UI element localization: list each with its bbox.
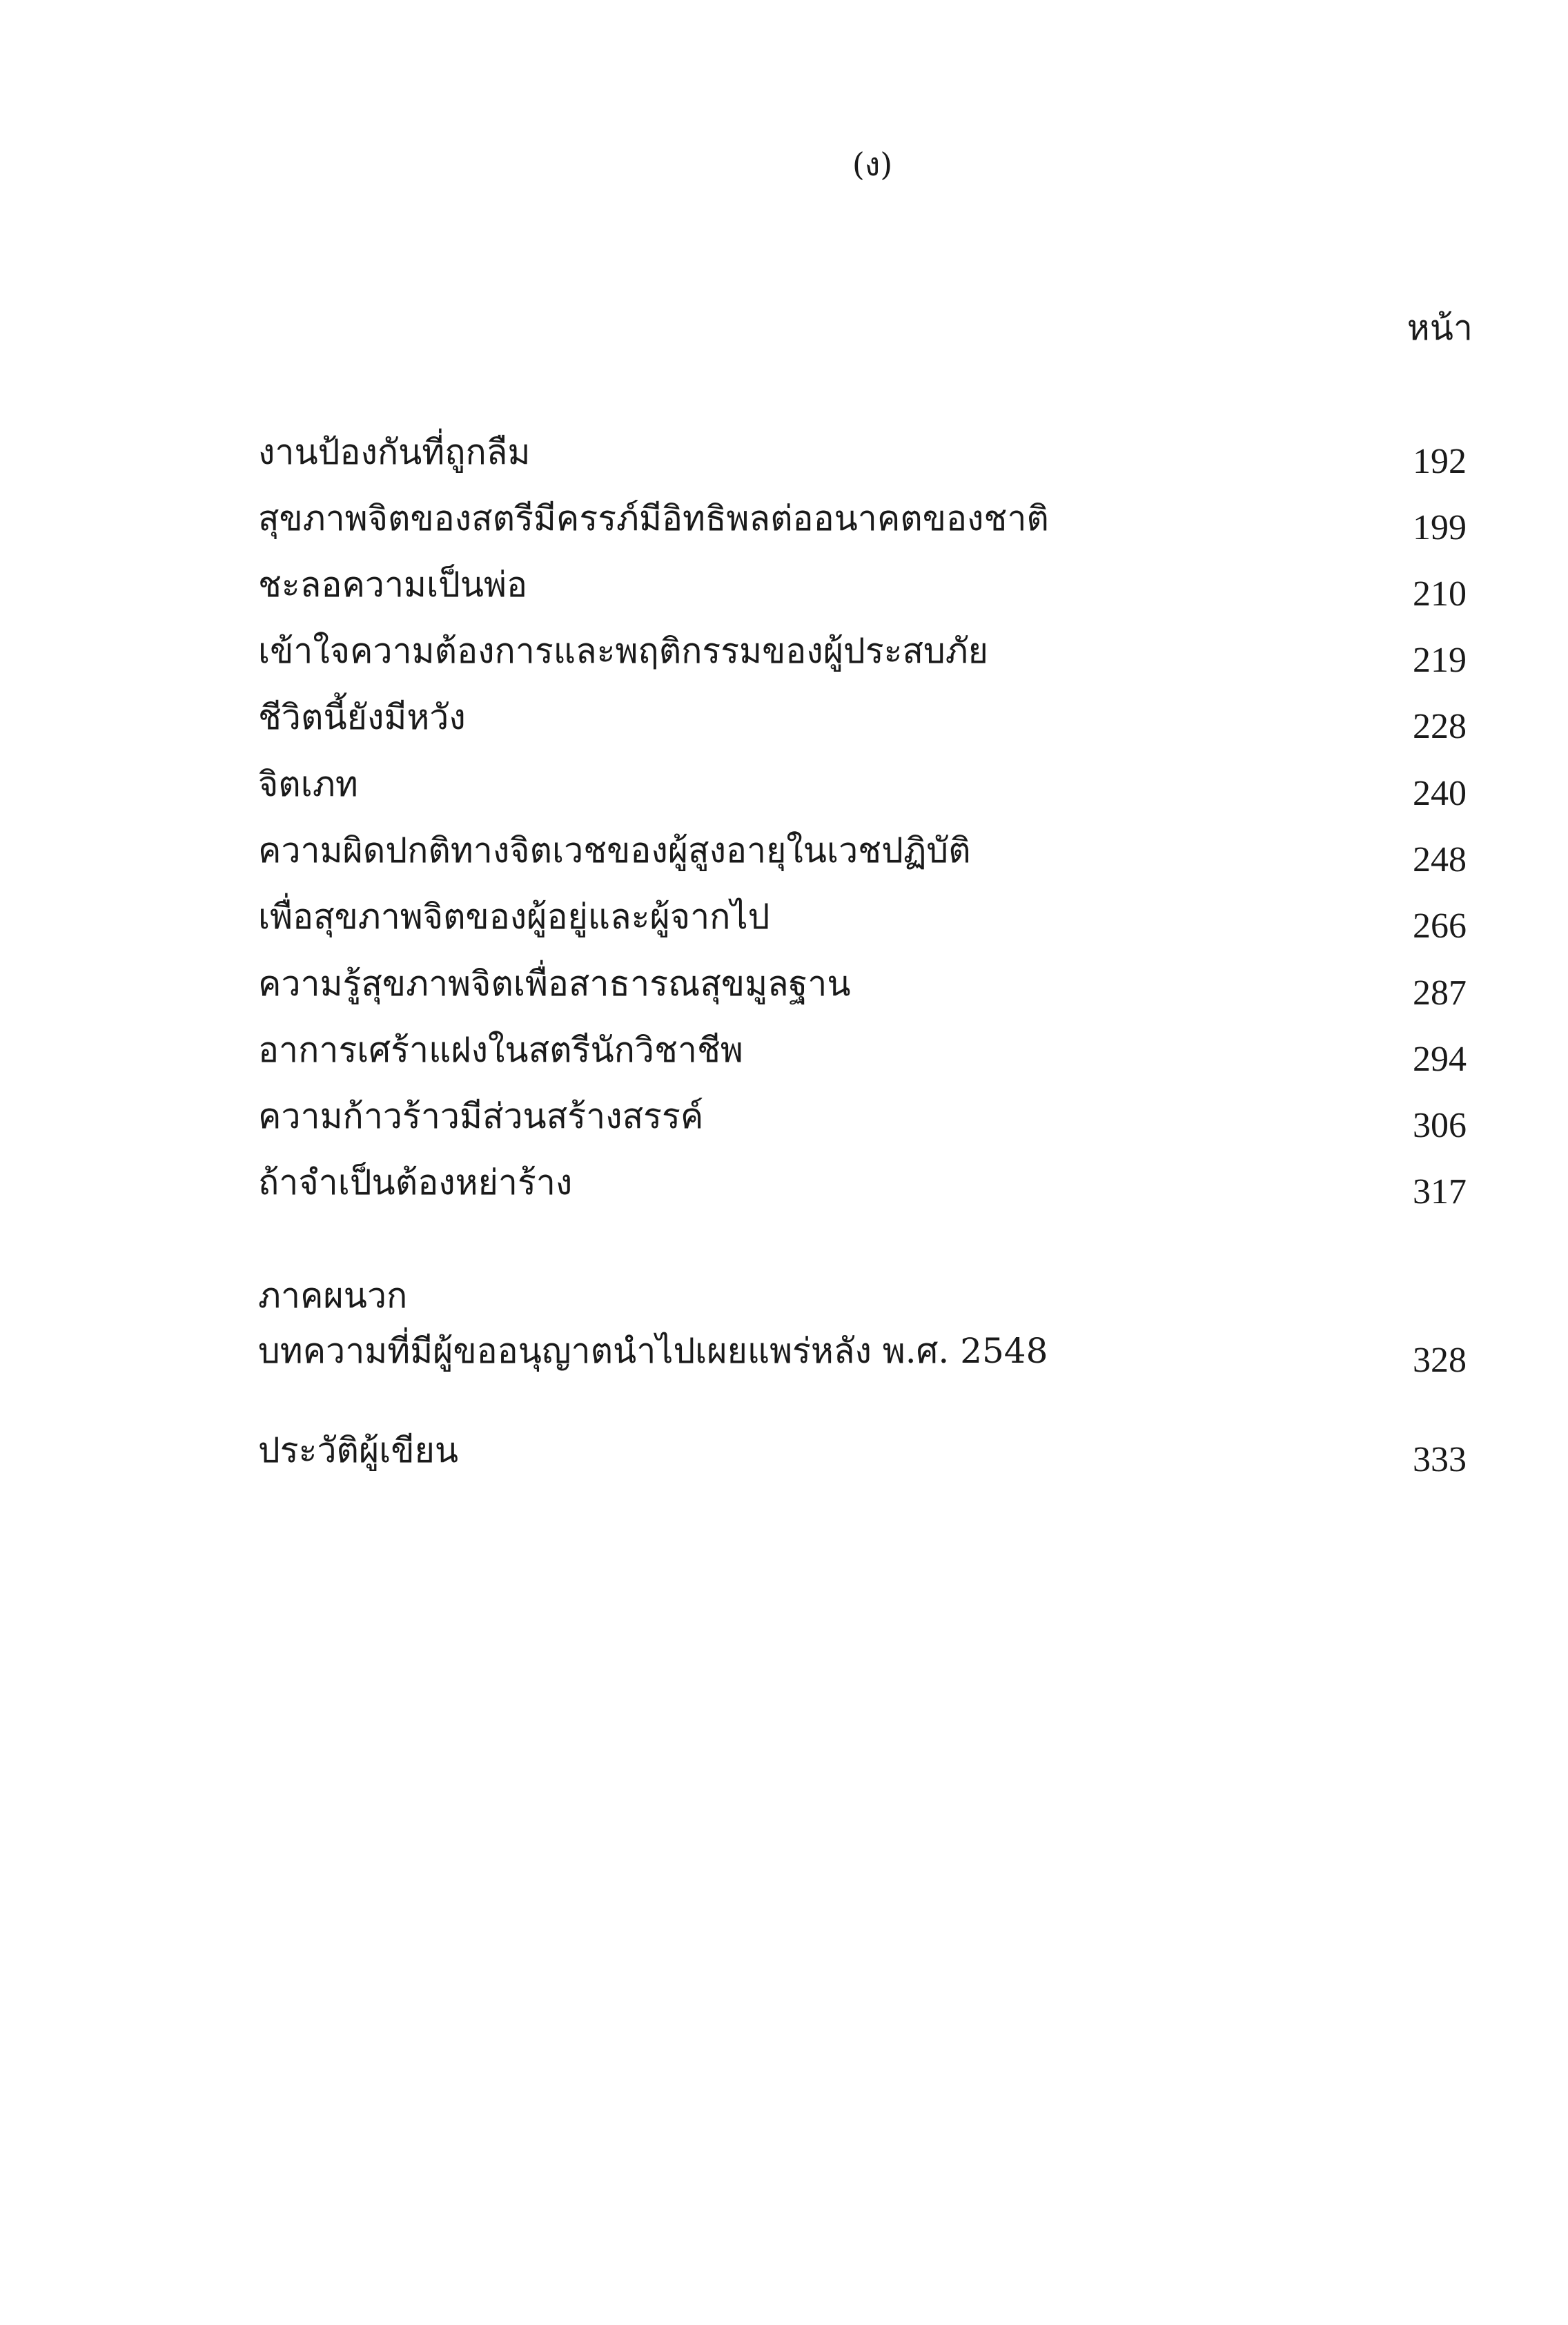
toc-entry-title: ประวัติผู้เขียน	[258, 1430, 459, 1470]
toc-entry	[258, 555, 1467, 621]
toc-entry-title: สุขภาพจิตของสตรีมีครรภ์มีอิทธิพลต่ออนาคตของชาติ	[258, 498, 1049, 538]
toc-entry	[258, 489, 1467, 555]
toc-entry-page: 317	[1413, 1172, 1467, 1212]
toc-entry	[258, 1153, 1467, 1219]
toc-entry-page: 248	[1413, 840, 1467, 879]
toc-entry-page: 287	[1413, 973, 1467, 1013]
toc-entry-title: อาการเศร้าแฝงในสตรีนักวิชาชีพ	[258, 1030, 743, 1070]
toc-entry-page: 266	[1413, 906, 1467, 946]
toc-entry	[258, 954, 1467, 1020]
toc-entry-title: งานป้องกันที่ถูกลืม	[258, 432, 531, 472]
toc-entry-title: จิตเภท	[258, 764, 358, 804]
toc-entry	[258, 1020, 1467, 1087]
toc-entry-page: 199	[1413, 508, 1467, 547]
page-column-header: หน้า	[1407, 308, 1473, 348]
toc-entry	[258, 821, 1467, 887]
toc-entry-title: ถ้าจำเป็นต้องหย่าร้าง	[258, 1162, 573, 1203]
toc-entry-title: บทความที่มีผู้ขออนุญาตนำไปเผยแพร่หลัง พ.ศ. 2548	[258, 1331, 1048, 1371]
toc-entry-page: 210	[1413, 574, 1467, 614]
toc-entry-page: 219	[1413, 641, 1467, 680]
toc-entry-page: 192	[1413, 442, 1467, 481]
toc-entry	[258, 1087, 1467, 1153]
toc-entry-title: ชีวิตนี้ยังมีหวัง	[258, 697, 466, 737]
toc-entry	[258, 422, 1467, 489]
toc-entry-page: 333	[1413, 1440, 1467, 1479]
toc-entry-title: ความก้าวร้าวมีส่วนสร้างสรรค์	[258, 1096, 704, 1136]
toc-entry-title: ชะลอความเป็นพ่อ	[258, 565, 528, 605]
toc-entry	[258, 688, 1467, 754]
toc-entry-title: ความรู้สุขภาพจิตเพื่อสาธารณสุขมูลฐาน	[258, 964, 851, 1004]
toc-entry-title: เพื่อสุขภาพจิตของผู้อยู่และผู้จากไป	[258, 897, 770, 937]
toc-entry-page: 240	[1413, 774, 1467, 813]
appendix-heading: ภาคผนวก	[258, 1276, 408, 1316]
toc-entry	[258, 755, 1467, 821]
toc-entry	[258, 621, 1467, 688]
toc-entry-title: เข้าใจความต้องการและพฤติกรรมของผู้ประสบภัย	[258, 631, 988, 671]
toc-entry-page: 228	[1413, 707, 1467, 746]
appendix-entry	[258, 1321, 1467, 1388]
toc-entry	[258, 887, 1467, 953]
page-number: (ง)	[852, 146, 893, 183]
toc-entry-page: 328	[1413, 1341, 1467, 1380]
toc-entry-title: ความผิดปกติทางจิตเวชของผู้สูงอายุในเวชปฏิบัติ	[258, 830, 971, 870]
toc-entry-page: 306	[1413, 1106, 1467, 1145]
author-bio-entry	[258, 1421, 1467, 1487]
toc-entry-page: 294	[1413, 1040, 1467, 1079]
